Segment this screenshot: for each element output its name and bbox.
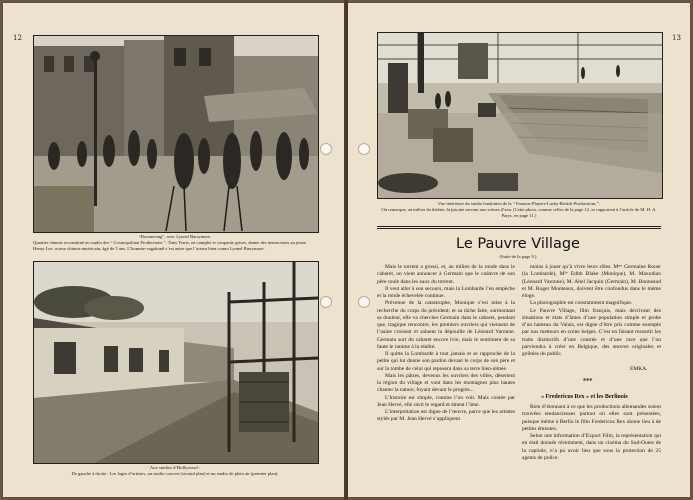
photo-hollywood-studio — [33, 261, 319, 464]
paragraph: Le Pauvre Village, film français, mais décrivant des situations et états d’âmes d’une population simple et probe d’un hameau du Valais, est digne d’être pris comme exemple par nos metteurs en scène belges. C’est en faisant ressortir les traits distinctifs d’une contrée et d’une race que l’on parviendra à créer en Belgique, des œuvres originales et goûtées du public. — [522, 307, 661, 357]
binder-hole-left-bottom — [320, 296, 332, 308]
paragraph: La photographie est constamment magnifique. — [530, 300, 633, 307]
signature: EMKA. — [630, 366, 648, 372]
paragraph: L’interprétation est digne de l’œuvre, parce que les artistes stylés par M. Jean Hervé s’appliquent — [377, 409, 515, 423]
studio-interior-image — [378, 33, 662, 198]
section-body — [522, 404, 661, 462]
article-column-1 — [377, 264, 515, 424]
caption-text: Quartier chinois reconstitué au studio des “ Cosmopolitan Productions ”. Tims Terris, en complet et casquette grises, donne des instructions au jeune Henry Lee, acteur chinois-américain, âgé de 5 ans. L’homme-vagabond s’est autre que l’acteur bien connu Lyonel Barrymore. — [33, 240, 306, 251]
studio-lot-image — [34, 262, 318, 463]
paragraph: Prévenue de la catastrophe, Monique s’est mise à la recherche du corps du président; et sa tâche faite, surmontant sa douleur, elle va chercher Germain dans le cabaret, pendant que, tragique rencontre, les premiers ouvriers qui viennent de l’usine croisent et saluent la dépouille de Léonard Varonne. Germain sort du cabaret encore ivre, mais le sentiment de sa faute le ranime à la réalité. — [377, 300, 515, 350]
caption-title: Aux studios d’Hollywood : — [149, 465, 201, 470]
photo-boomerang-set — [33, 35, 319, 233]
paragraph: L’histoire est simple, comme l’on voit. Mais contée par Jean Hervé, elle ravit le regard et émeut l’âme. — [377, 394, 515, 408]
left-page — [3, 3, 344, 497]
page-number-left: 12 — [13, 34, 22, 42]
article-subtitle: (Suite de la page 9.) — [499, 254, 537, 259]
binder-hole-right-top — [358, 143, 370, 155]
binder-hole-left-top — [320, 143, 332, 155]
caption-title: “Boomerang”, avec Lyonel Barrymore. — [138, 234, 212, 239]
section-title: « Fredericus Rex » et les Berlinois — [541, 394, 628, 400]
paragraph: Mais les pâtres, devenus les ouvriers des villes, désertent la région du village et vont dans les montagnes plus hautes chanter la nature, fuyant devant le progrès... — [377, 372, 515, 394]
rule-top-2 — [377, 228, 661, 229]
rule-top — [377, 226, 661, 227]
caption-top-left — [33, 234, 317, 252]
paragraph: Rien d’étonnant à ce que les productions allemandes soient trouvées tendancieuses partout où elles sont présentées, puisque même à Berlin le film Fredericus Rex donne lieu à de petites émeutes. — [522, 404, 661, 432]
caption-text: On remarque, au milieu du théâtre, la piscine servant aux scènes d’eau. (Cette photo, comme celles de la page 12, se rapportent à l’article de M. H. A. Parys, en page 11.) — [381, 207, 657, 218]
article-title: Le Pauvre Village — [456, 236, 580, 252]
binder-hole-right-bottom — [358, 296, 370, 308]
paragraph: Selon une information d’Export Film, la représentation qui en était donnée récemment, dans un cinéma du Sud-Ouest de la capitale, n’a pu avoir lieu que sous la protection de 25 agents de police. — [522, 433, 661, 461]
paragraph: Mais le torrent a grossi, et, au milieu de la ronde dans le cabaret, on vient annoncer à Germain que le cadavre de son père roule dans les eaux du torrent. — [377, 264, 515, 285]
paragraph: Il quitte la Lombarde à tout jamais et se rapproche de la petite qui lui donne son pardon devant le corps de son père et sur la tombe de celui qui reposera dans sa terre bien-aimée. — [377, 351, 515, 372]
caption-text: De gauche à droite : Les loges d’artistes, un studio couvert (second plan) et un studio de plein air (premier plan). — [71, 471, 279, 476]
street-scene-image — [34, 36, 318, 232]
caption-title: Vue intérieure du studio londonien de la “ Famous-Players-Lasky-British-Productions ”. — [437, 201, 601, 206]
caption-bottom-left — [33, 465, 317, 477]
paragraph: Il veut aller à son secours, mais la Lombarde l’en empêche et la ronde échevelée continue. — [377, 285, 515, 299]
photo-london-studio — [377, 32, 663, 199]
section-separator: *** — [583, 378, 593, 385]
paragraph: moins à jouer qu’à vivre leurs rôles. Mᵐᵉ Germaine Rouer (la Lombarde), Mˡˡᵉ Edith Blake (Monique), M. Maxudian (Léonard Varonne), M. Abel Jacquin (Germain), M. Bonneaud et M. Roger Monteaux, doivent être confondus dans le même éloge. — [522, 264, 661, 299]
article-column-2 — [522, 264, 661, 358]
page-number-right: 13 — [672, 34, 681, 42]
caption-right — [377, 201, 661, 219]
